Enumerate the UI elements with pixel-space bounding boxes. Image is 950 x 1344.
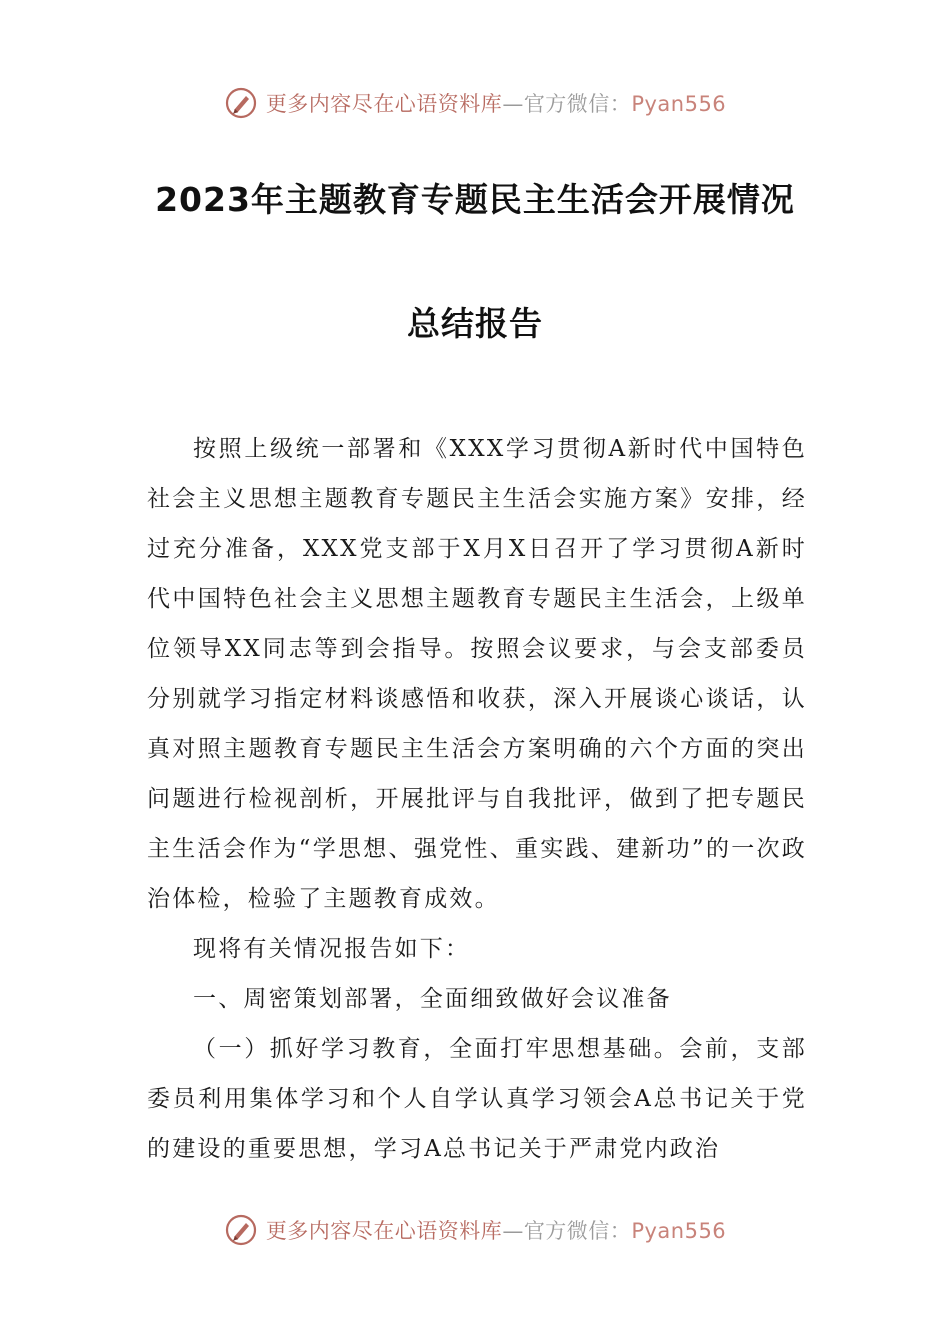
document-title-line-1: 2023年主题教育专题民主生活会开展情况 xyxy=(155,180,795,219)
watermark-top xyxy=(0,83,950,123)
watermark-text: 更多内容尽在心语资料库—官方微信：Pyan556 xyxy=(265,92,727,116)
watermark-text: 更多内容尽在心语资料库—官方微信：Pyan556 xyxy=(265,1219,727,1243)
document-body xyxy=(147,424,807,1174)
paragraph-report-lead: 现将有关情况报告如下： xyxy=(193,936,471,962)
paragraph-subsection-1: （一）抓好学习教育，全面打牢思想基础。会前，支部委员利用集体学习和个人自学认真学习领会A总书记关于党的建设的重要思想，学习A总书记关于严肃党内政治 xyxy=(147,1036,807,1162)
section-heading-1: 一、周密策划部署，全面细致做好会议准备 xyxy=(193,986,672,1012)
pen-logo-icon xyxy=(224,86,258,120)
document-title-line-2: 总结报告 xyxy=(407,304,543,343)
pen-logo-icon xyxy=(224,1213,258,1247)
paragraph-intro: 按照上级统一部署和《XXX学习贯彻A新时代中国特色社会主义思想主题教育专题民主生活会实施方案》安排，经过充分准备，XXX党支部于X月X日召开了学习贯彻A新时代中国特色社会主义思想主题教育专题民主生活会，上级单位领导XX同志等到会指导。按照会议要求，与会支部委员分别就学习指定材料谈感悟和收获，深入开展谈心谈话，认真对照主题教育专题民主生活会方案明确的六个方面的突出问题进行检视剖析，开展批评与自我批评，做到了把专题民主生活会作为“学思想、强党性、重实践、建新功”的一次政治体检，检验了主题教育成效。 xyxy=(147,436,807,912)
watermark-bottom xyxy=(0,1210,950,1250)
